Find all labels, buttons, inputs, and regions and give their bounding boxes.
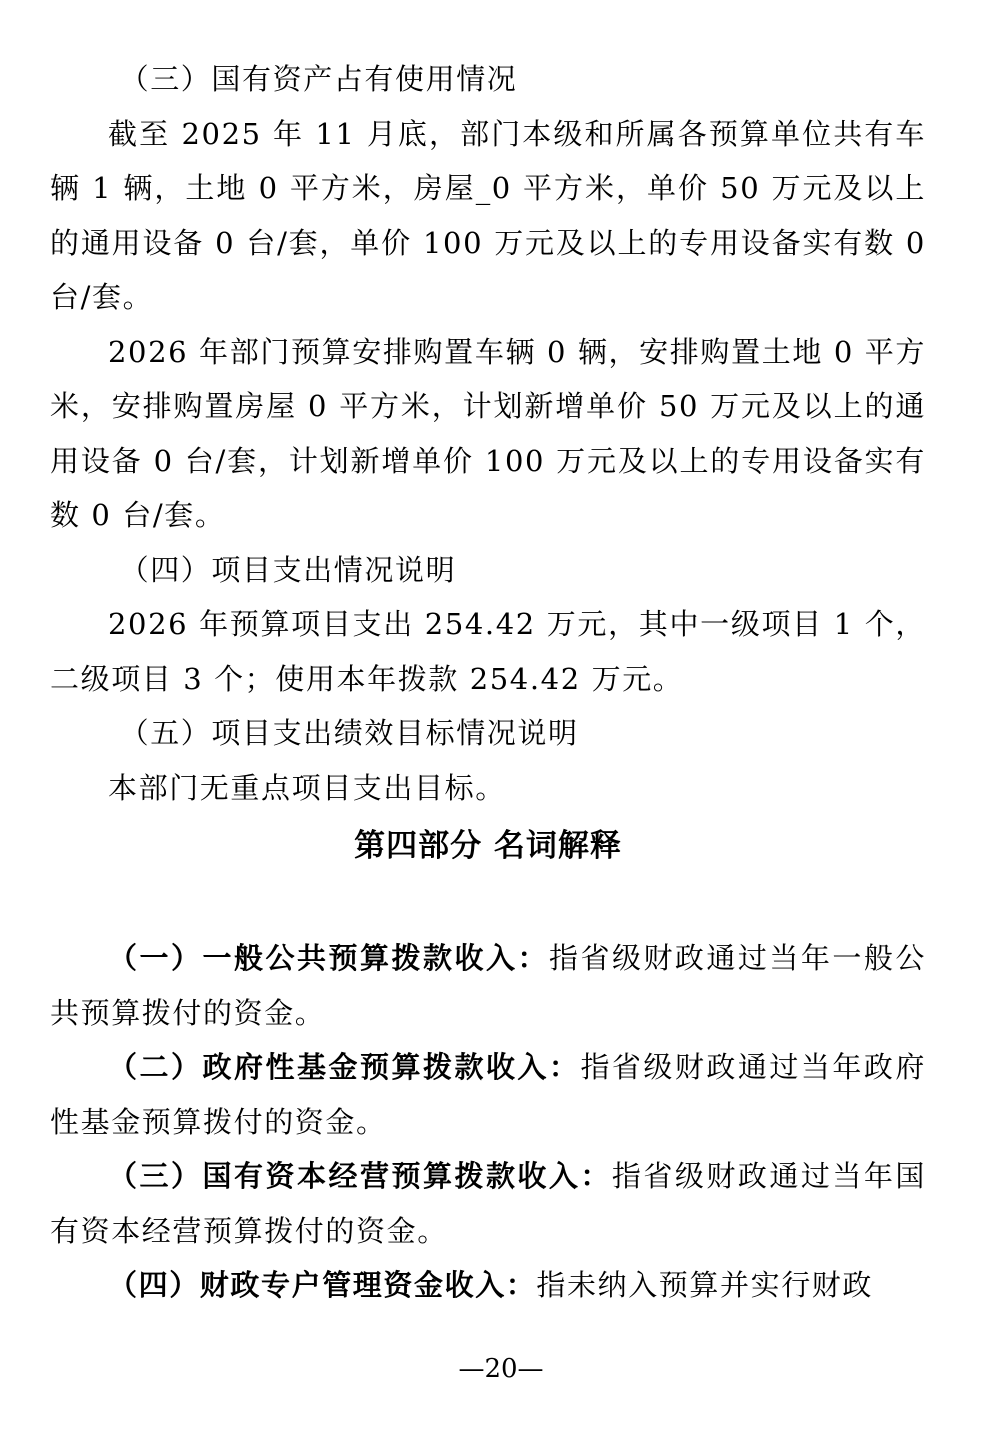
glossary-item (50, 931, 926, 1040)
glossary-item (50, 1040, 926, 1149)
glossary-definition: 指未纳入预算并实行财政 (536, 1268, 874, 1302)
section-heading-performance-goals: （五）项目支出绩效目标情况说明 (119, 716, 579, 750)
glossary-item (50, 1149, 926, 1258)
glossary-definition: 指省级财政通过当年一般公共预算拨付的资金。 (50, 941, 927, 1030)
page-number: —20— (458, 1354, 544, 1384)
paragraph-performance-goals: 本部门无重点项目支出目标。 (108, 770, 506, 805)
glossary-term: （一）一般公共预算拨款收入： (108, 941, 549, 975)
section-heading-project-expenditure: （四）项目支出情况说明 (119, 552, 457, 587)
paragraph-assets-current: 截至 2025 年 11 月底，部门本级和所属各预算单位共有车辆 1 辆，土地 0 平方米，房屋_0 平方米，单价 50 万元及以上的通用设备 0 台/套，单价 100 万元及以上的专用设备实有数 0 台/套。 (50, 116, 926, 314)
document-page (50, 52, 926, 1313)
part-title-glossary: 第四部分 名词解释 (354, 828, 622, 864)
glossary-definition: 指省级财政通过当年政府性基金预算拨付的资金。 (50, 1050, 926, 1139)
glossary-definition: 指省级财政通过当年国有资本经营预算拨付的资金。 (50, 1159, 926, 1248)
glossary-term: （四）财政专户管理资金收入： (108, 1268, 537, 1302)
section-heading-assets: （三）国有资产占有使用情况 (119, 62, 518, 96)
glossary-item (50, 1258, 926, 1313)
paragraph-project-expenditure: 2026 年预算项目支出 254.42 万元，其中一级项目 1 个，二级项目 3 个；使用本年拨款 254.42 万元。 (50, 607, 926, 696)
paragraph-assets-budget: 2026 年部门预算安排购置车辆 0 辆，安排购置土地 0 平方米，安排购置房屋 0 平方米，计划新增单价 50 万元及以上的通用设备 0 台/套，计划新增单价 100 万元及以上的专用设备实有数 0 台/套。 (50, 334, 926, 532)
glossary-term: （二）政府性基金预算拨款收入： (108, 1050, 581, 1084)
glossary-term: （三）国有资本经营预算拨款收入： (108, 1159, 612, 1193)
